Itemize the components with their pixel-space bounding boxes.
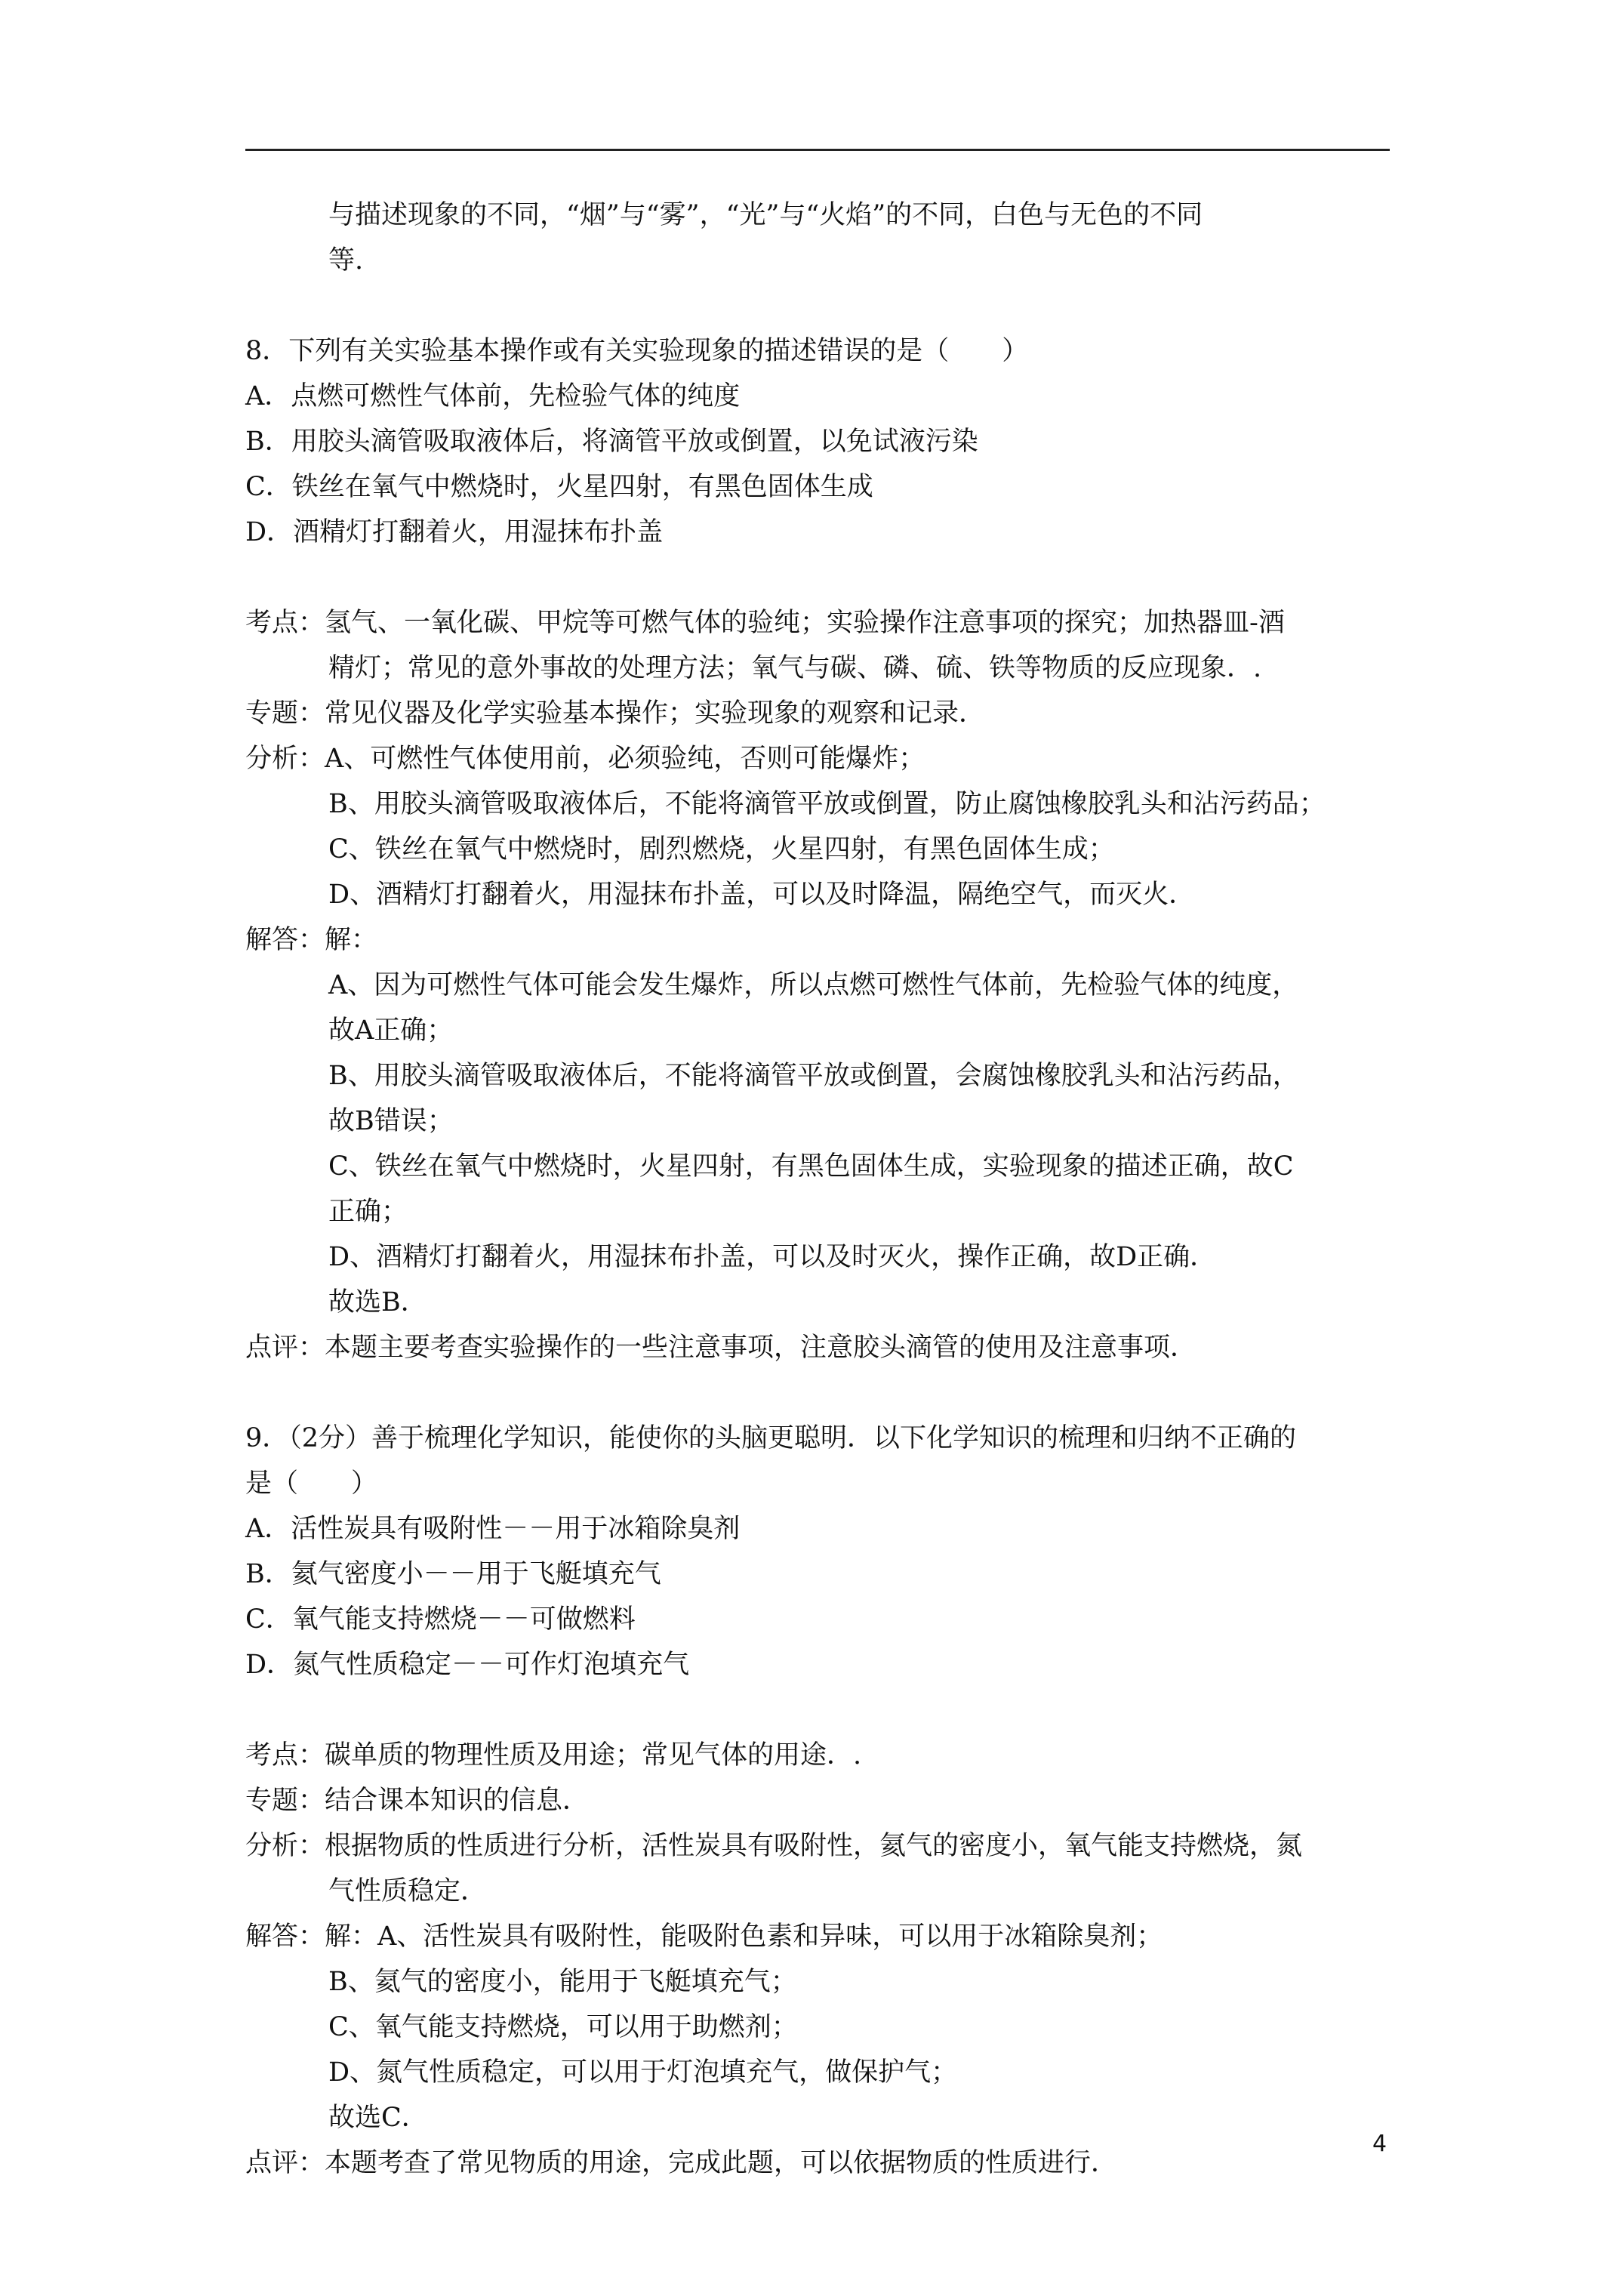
q8-fenxi-d: D、酒精灯打翻着火，用湿抹布扑盖，可以及时降温，隔绝空气，而灭火． [328,880,1196,910]
q8-jieda-line: 正确； [328,1197,408,1227]
q9-fenxi: 分析：根据物质的性质进行分析，活性炭具有吸附性，氦气的密度小，氧气能支持燃烧，氮 [245,1831,1303,1861]
q8-jieda-line: 故B错误； [328,1106,454,1136]
page-content [245,193,1400,2186]
q9-jieda-line: B、氦气的密度小，能用于飞艇填充气； [328,1967,797,1997]
q8-option-d: D．酒精灯打翻着火，用湿抹布扑盖 [245,517,664,547]
q8-jieda-line: C、铁丝在氧气中燃烧时，火星四射，有黑色固体生成，实验现象的描述正确，故C [328,1151,1294,1182]
q9-stem: 9．（2分）善于梳理化学知识，能使你的头脑更聪明．以下化学知识的梳理和归纳不正确的 [245,1423,1297,1453]
q9-zhuanti: 专题：结合课本知识的信息． [245,1786,590,1816]
q9-option-c: C．氧气能支持燃烧－－可做燃料 [245,1604,636,1635]
q8-jieda-line: 故A正确； [328,1015,454,1046]
q9-option-b: B．氦气密度小－－用于飞艇填充气 [245,1559,661,1589]
q8-fenxi-b: B、用胶头滴管吸取液体后，不能将滴管平放或倒置，防止腐蚀橡胶乳头和沾污药品； [328,789,1326,819]
q8-jieda-line: B、用胶头滴管吸取液体后，不能将滴管平放或倒置，会腐蚀橡胶乳头和沾污药品， [328,1061,1299,1091]
q9-jieda-line: 故选C． [328,2103,428,2133]
q8-jieda-head: 解答：解： [245,925,378,955]
q8-option-a: A．点燃可燃性气体前，先检验气体的纯度 [245,381,741,411]
q9-fenxi-cont: 气性质稳定． [328,1876,488,1906]
q9-dianping: 点评：本题考查了常见物质的用途，完成此题，可以依据物质的性质进行． [245,2148,1118,2178]
continuation-line: 等. [328,245,364,276]
q9-jieda-line: C、氧气能支持燃烧，可以用于助燃剂； [328,2012,798,2042]
q8-option-b: B．用胶头滴管吸取液体后，将滴管平放或倒置，以免试液污染 [245,427,978,457]
q9-kaodian: 考点：碳单质的物理性质及用途；常见气体的用途．. [245,1740,862,1771]
q8-fenxi: 分析：A、可燃性气体使用前，必须验纯，否则可能爆炸； [245,744,925,774]
q8-zhuanti: 专题：常见仪器及化学实验基本操作；实验现象的观察和记录． [245,698,986,729]
q9-option-a: A．活性炭具有吸附性－－用于冰箱除臭剂 [245,1514,741,1544]
q9-jieda-line: D、氮气性质稳定，可以用于灯泡填充气，做保护气； [328,2057,958,2088]
q8-kaodian-cont: 精灯；常见的意外事故的处理方法；氧气与碳、磷、硫、铁等物质的反应现象．. [328,653,1262,683]
q9-option-d: D．氮气性质稳定－－可作灯泡填充气 [245,1650,690,1680]
page-number: 4 [1372,2131,1387,2157]
q8-stem: 8．下列有关实验基本操作或有关实验现象的描述错误的是（ ） [245,336,1029,366]
continuation-line: 与描述现象的不同，“烟”与“雾”，“光”与“火焰”的不同，白色与无色的不同 [328,200,1203,230]
header-rule [245,149,1390,151]
q8-option-c: C．铁丝在氧气中燃烧时，火星四射，有黑色固体生成 [245,472,873,502]
q8-jieda-line: A、因为可燃性气体可能会发生爆炸，所以点燃可燃性气体前，先检验气体的纯度， [328,970,1299,1000]
q9-stem-cont: 是（ ） [245,1469,378,1499]
q8-kaodian: 考点：氢气、一氧化碳、甲烷等可燃气体的验纯；实验操作注意事项的探究；加热器皿-酒 [245,608,1285,638]
q8-jieda-line: D、酒精灯打翻着火，用湿抹布扑盖，可以及时灭火，操作正确，故D正确． [328,1242,1217,1272]
q8-fenxi-c: C、铁丝在氧气中燃烧时，剧烈燃烧，火星四射，有黑色固体生成； [328,834,1115,864]
q8-dianping: 点评：本题主要考查实验操作的一些注意事项，注意胶头滴管的使用及注意事项． [245,1333,1197,1363]
q9-jieda: 解答：解：A、活性炭具有吸附性，能吸附色素和异味，可以用于冰箱除臭剂； [245,1922,1163,1952]
q8-jieda-line: 故选B． [328,1287,427,1318]
